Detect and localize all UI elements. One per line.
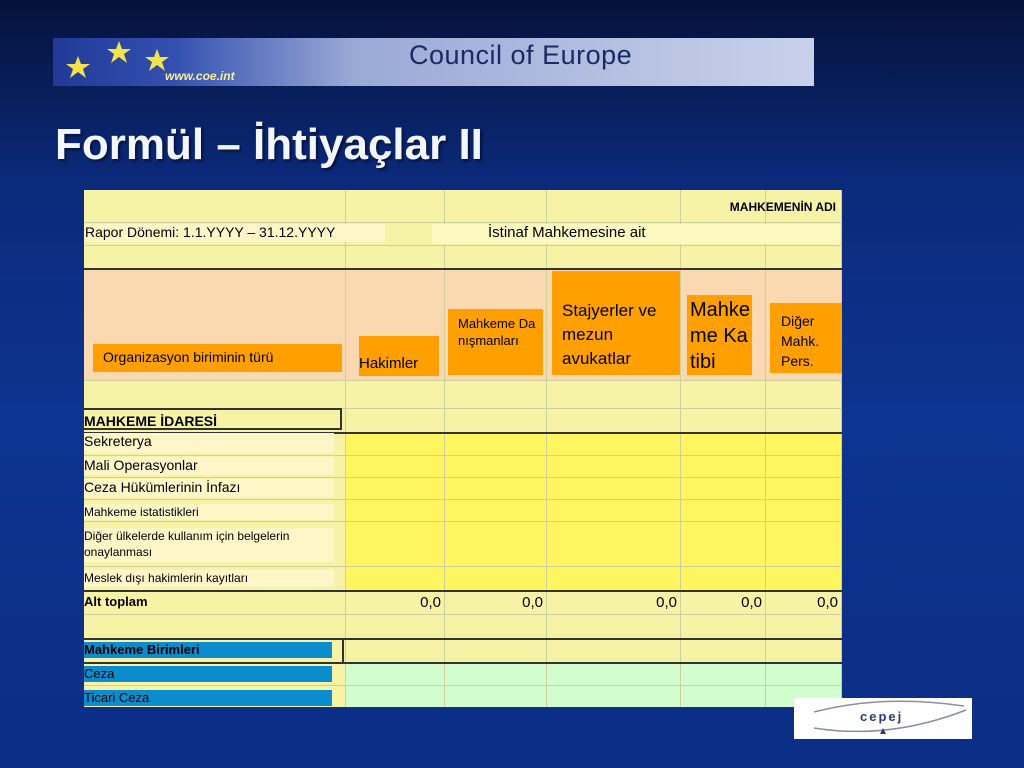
- subtotal-advisors: 0,0: [522, 594, 543, 611]
- subtotal-clerk: 0,0: [741, 594, 762, 611]
- row-secretariat: Sekreterya: [84, 433, 334, 453]
- advisors-header: Mahkeme Danışmanları: [448, 309, 543, 375]
- row-sentence-enforcement: Ceza Hükümlerinin İnfazı: [84, 479, 334, 497]
- subtotal-interns: 0,0: [656, 594, 677, 611]
- court-name: MAHKEMENİN ADI: [729, 200, 836, 214]
- subtotal-label: Alt toplam: [84, 594, 148, 609]
- clerk-header: Mahkeme Katibi: [687, 295, 752, 375]
- row-criminal: Ceza: [84, 666, 332, 682]
- section-court-units: Mahkeme Birimleri: [84, 642, 332, 658]
- subtotal-judges: 0,0: [420, 594, 441, 611]
- row-commercial-criminal: Ticari Ceza: [84, 690, 332, 706]
- row-financial-operations: Mali Operasyonlar: [84, 457, 334, 475]
- row-court-statistics: Mahkeme istatistikleri: [84, 504, 334, 520]
- other-staff-header: Diğer Mahk. Pers.: [770, 303, 842, 373]
- appeal-court-label: İstinaf Mahkemesine ait: [432, 224, 840, 244]
- slide-title: Formül – İhtiyaçlar II: [55, 120, 483, 169]
- report-period: Rapor Dönemi: 1.1.YYYY – 31.12.YYYY: [85, 224, 385, 242]
- judges-header: Hakimler: [359, 336, 439, 376]
- coe-url: www.coe.int: [165, 69, 235, 83]
- row-document-certification: Diğer ülkelerde kullanım için belgelerin onaylanması: [84, 528, 334, 562]
- spreadsheet-table: [84, 190, 842, 708]
- subtotal-other: 0,0: [817, 594, 838, 611]
- organization-name: Council of Europe: [409, 40, 633, 70]
- interns-header: Stajyerler ve mezun avukatlar: [552, 271, 680, 375]
- cepej-text: cepej: [860, 709, 904, 724]
- section-court-administration: MAHKEME İDARESİ: [84, 408, 342, 430]
- cepej-logo: [794, 698, 972, 739]
- org-unit-type-header: Organizasyon biriminin türü: [93, 344, 342, 372]
- row-lay-judge-records: Meslek dışı hakimlerin kayıtları: [84, 570, 334, 587]
- council-of-europe-banner: [53, 38, 814, 86]
